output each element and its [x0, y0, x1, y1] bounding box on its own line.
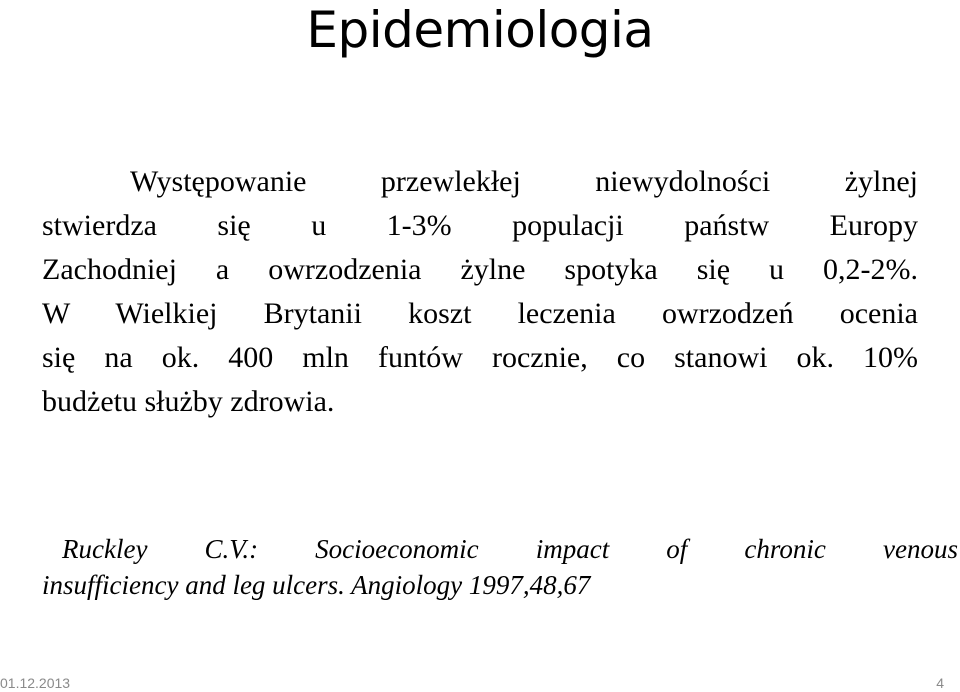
body-line: Zachodniej a owrzodzenia żylne spotyka się u 0,2-2%.	[42, 253, 918, 286]
citation-line: insufficiency and leg ulcers. Angiology 1997,48,67	[42, 570, 591, 600]
footer-page-number: 4	[936, 675, 944, 691]
slide-title: Epidemiologia	[306, 1, 654, 59]
body-line: W Wielkiej Brytanii koszt leczenia owrzodzeń ocenia	[42, 297, 918, 330]
body-line: budżetu służby zdrowia.	[42, 385, 335, 418]
body-line: stwierdza się u 1-3% populacji państw Europy	[42, 209, 918, 242]
citation-reference	[42, 531, 958, 603]
body-line: się na ok. 400 mln funtów rocznie, co stanowi ok. 10%	[42, 341, 918, 374]
slide-body-paragraph	[42, 160, 918, 424]
citation-line: Ruckley C.V.: Socioeconomic impact of chronic venous	[62, 534, 958, 564]
body-line: Występowanie przewlekłej niewydolności żylnej	[130, 165, 918, 198]
footer-date: 01.12.2013	[0, 675, 71, 691]
